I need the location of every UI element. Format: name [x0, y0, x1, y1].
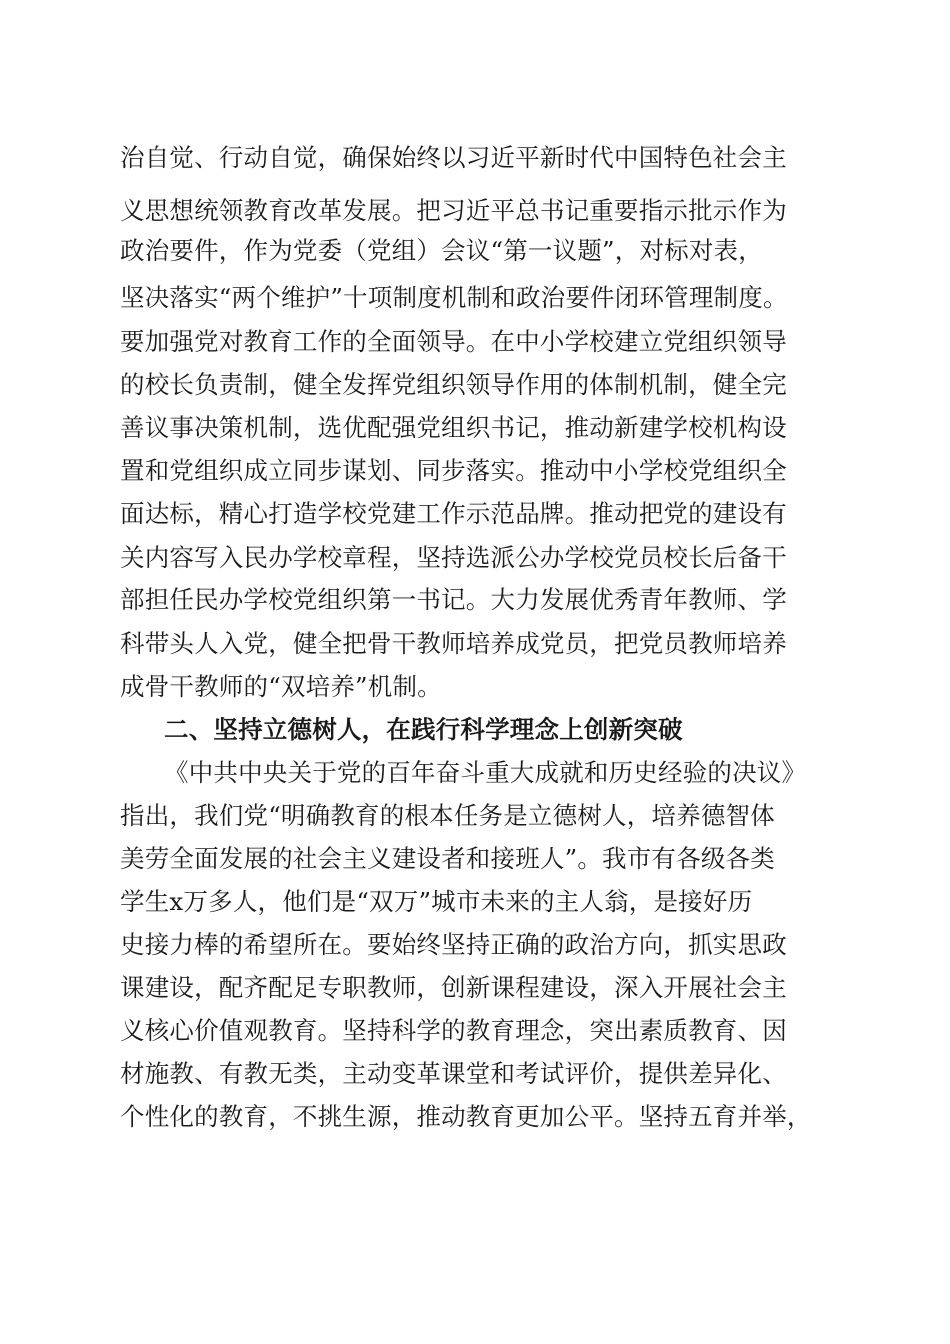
section-heading: 二、坚持立德树人，在践行科学理念上创新突破	[164, 715, 683, 744]
paragraph-line: 个性化的教育，不挑生源，推动教育更加公平。坚持五育并举，	[120, 1102, 812, 1131]
paragraph-line: 善议事决策机制，选优配强党组织书记，推动新建学校机构设	[120, 413, 787, 442]
paragraph-line: 面达标，精心打造学校党建工作示范品牌。推动把党的建设有	[120, 499, 787, 528]
paragraph-line: 《中共中央关于党的百年奋斗重大成就和历史经验的决议》	[164, 758, 807, 787]
paragraph-line: 关内容写入民办学校章程，坚持选派公办学校党员校长后备干	[120, 543, 787, 572]
paragraph-line: 科带头人入党，健全把骨干教师培养成党员，把党员教师培养	[120, 629, 787, 658]
paragraph-line: 义思想统领教育改革发展。把习近平总书记重要指示批示作为	[120, 196, 787, 225]
paragraph-line: 义核心价值观教育。坚持科学的教育理念，突出素质教育、因	[120, 1016, 787, 1045]
paragraph-line: 史接力棒的希望所在。要始终坚持正确的政治方向，抓实思政	[120, 930, 787, 959]
paragraph-line: 材施教、有教无类，主动变革课堂和考试评价，提供差异化、	[120, 1059, 787, 1088]
paragraph-line: 置和党组织成立同步谋划、同步落实。推动中小学校党组织全	[120, 456, 787, 485]
paragraph-line: 成骨干教师的“双培养”机制。	[120, 672, 442, 701]
paragraph-line: 政治要件，作为党委（党组）会议“第一议题”，对标对表，	[120, 236, 763, 265]
paragraph-line: 要加强党对教育工作的全面领导。在中小学校建立党组织领导	[120, 327, 787, 356]
paragraph-line: 的校长负责制，健全发挥党组织领导作用的体制机制，健全完	[120, 370, 787, 399]
paragraph-line: 指出，我们党“明确教育的根本任务是立德树人，培养德智体	[120, 801, 775, 830]
paragraph-line: 学生x万多人，他们是“双万”城市未来的主人翁，是接好历	[120, 887, 753, 916]
paragraph-line: 治自觉、行动自觉，确保始终以习近平新时代中国特色社会主	[120, 143, 787, 172]
paragraph-line: 坚决落实“两个维护”十项制度机制和政治要件闭环管理制度。	[120, 283, 788, 312]
paragraph-line: 部担任民办学校党组织第一书记。大力发展优秀青年教师、学	[120, 585, 787, 614]
paragraph-line: 课建设，配齐配足专职教师，创新课程建设，深入开展社会主	[120, 973, 787, 1002]
paragraph-line: 美劳全面发展的社会主义建设者和接班人”。我市有各级各类	[120, 844, 775, 873]
